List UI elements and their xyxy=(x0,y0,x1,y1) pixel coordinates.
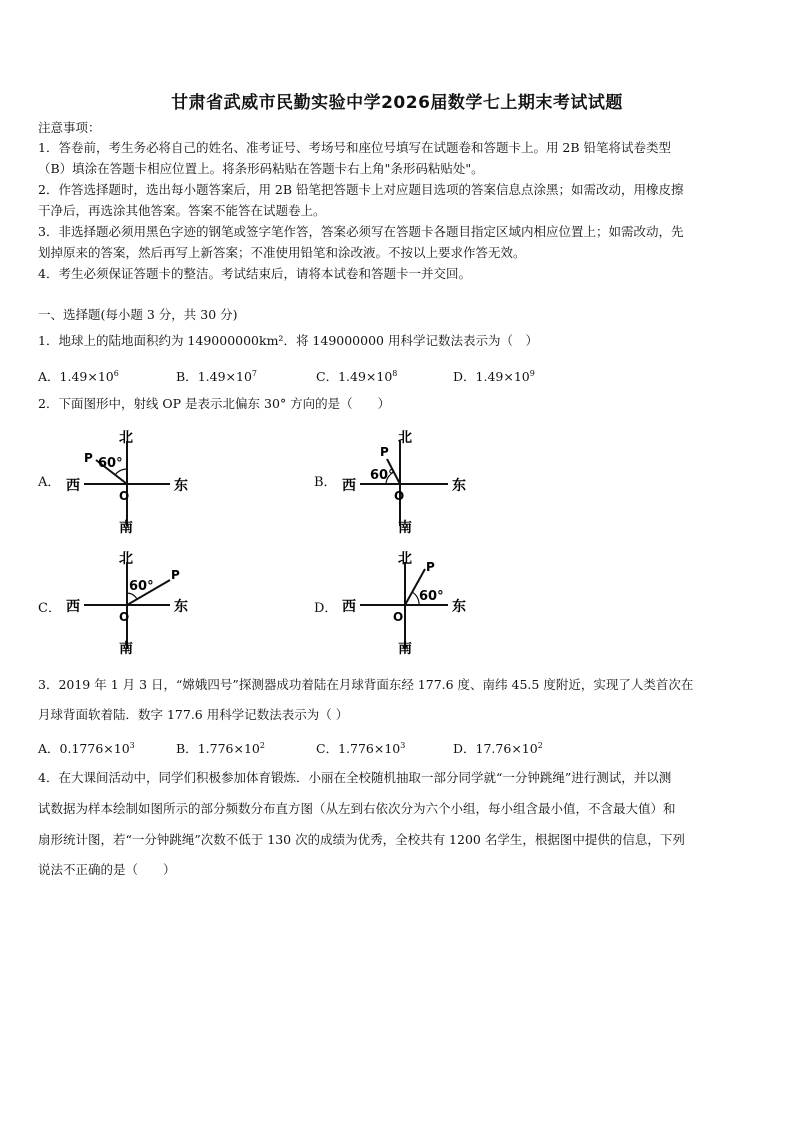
page-title: 甘肃省武威市民勤实验中学2026届数学七上期末考试试题 xyxy=(171,93,623,113)
notice-line: 划掉原来的答案，然后再写上新答案；不准使用铅笔和涂改液。不按以上要求作答无效。 xyxy=(38,245,526,260)
west-label: 西 xyxy=(342,478,356,494)
question-2-stem: 2．下面图形中，射线 OP 是表示北偏东 30° 方向的是（ ） xyxy=(38,396,391,411)
ray-label: P xyxy=(426,560,435,574)
south-label: 南 xyxy=(398,520,412,536)
east-label: 东 xyxy=(452,478,466,494)
q3-option-a[interactable]: A．$0.1776\times 10^3$ xyxy=(38,741,135,757)
question-3-stem: 月球背面软着陆．数字 177.6 用科学记数法表示为（ ） xyxy=(38,707,349,722)
notice-line: 1．答卷前，考生务必将自己的姓名、准考证号、考场号和座位号填写在试题卷和答题卡上。用 2B 铅笔将试卷类型 xyxy=(38,140,672,155)
question-4-stem: 4．在大课间活动中，同学们积极参加体育锻炼．小丽在全校随机抽取一部分同学就“一分钟跳绳”进行测试，并以测 xyxy=(38,770,672,785)
q2-option-d-label[interactable]: D． xyxy=(314,601,338,616)
q1-option-c[interactable]: C．$1.49\times 10^8$ xyxy=(316,369,398,385)
south-label: 南 xyxy=(398,641,412,657)
notice-line: 3．非选择题必须用黑色字迹的钢笔或签字笔作答，答案必须写在答题卡各题目指定区域内相应位置上；如需改动，先 xyxy=(38,224,684,239)
west-label: 西 xyxy=(66,599,80,615)
q2-option-a-diagram xyxy=(58,426,208,536)
notice-line: 4．考生必须保证答题卡的整洁。考试结束后，请将本试卷和答题卡一并交回。 xyxy=(38,266,471,281)
ray-label: P xyxy=(171,568,180,582)
notice-heading: 注意事项： xyxy=(38,120,101,135)
question-4-stem: 扇形统计图，若“一分钟跳绳”次数不低于 130 次的成绩为优秀，全校共有 1200 名学生，根据图中提供的信息，下列 xyxy=(38,832,685,847)
q1-option-a[interactable]: A．$1.49\times 10^6$ xyxy=(38,369,119,385)
west-label: 西 xyxy=(342,599,356,615)
q2-option-a-label[interactable]: A． xyxy=(38,475,61,490)
north-label: 北 xyxy=(398,551,412,567)
notice-line: 干净后，再选涂其他答案。答案不能答在试题卷上。 xyxy=(38,203,326,218)
q3-option-b[interactable]: B．$1.776\times 10^2$ xyxy=(176,741,265,757)
origin-label: O xyxy=(393,610,404,624)
question-4-stem: 说法不正确的是（ ） xyxy=(38,862,176,877)
q1-option-b[interactable]: B．$1.49\times 10^7$ xyxy=(176,369,257,385)
q3-option-d[interactable]: D．$17.76\times 10^2$ xyxy=(453,741,543,757)
question-4-stem: 试数据为样本绘制如图所示的部分频数分布直方图（从左到右依次分为六个小组，每小组含最小值，不含最大值）和 xyxy=(38,801,676,816)
west-label: 西 xyxy=(66,478,80,494)
q2-option-b-diagram xyxy=(332,426,482,536)
east-label: 东 xyxy=(452,599,466,615)
question-3-stem: 3．2019 年 1 月 3 日，“嫦娥四号”探测器成功着陆在月球背面东经 177.6 度、南纬 45.5 度附近，实现了人类首次在 xyxy=(38,677,694,692)
notice-line: 2．作答选择题时，选出每小题答案后，用 2B 铅笔把答题卡上对应题目选项的答案信息点涂黑；如需改动，用橡皮擦 xyxy=(38,182,684,197)
origin-label: O xyxy=(394,489,405,503)
ray-label: P xyxy=(380,445,389,459)
south-label: 南 xyxy=(119,641,133,657)
q2-option-d-diagram xyxy=(332,549,482,659)
ray-label: P xyxy=(84,451,93,465)
q2-option-b-label[interactable]: B． xyxy=(314,475,337,490)
q2-option-c-label[interactable]: C． xyxy=(38,601,61,616)
question-1-stem: 1．地球上的陆地面积约为 149000000km²．将 149000000 用科学记数法表示为（ ） xyxy=(38,333,538,348)
angle-label: 60° xyxy=(419,589,444,604)
angle-label: 60° xyxy=(129,579,154,594)
north-label: 北 xyxy=(119,551,133,567)
angle-label: 60° xyxy=(98,456,123,471)
east-label: 东 xyxy=(174,478,188,494)
origin-label: O xyxy=(119,610,130,624)
east-label: 东 xyxy=(174,599,188,615)
notice-line: （B）填涂在答题卡相应位置上。将条形码粘贴在答题卡右上角"条形码粘贴处"。 xyxy=(38,161,484,176)
north-label: 北 xyxy=(398,430,412,446)
q2-option-c-diagram xyxy=(58,549,208,659)
south-label: 南 xyxy=(119,520,133,536)
section-heading: 一、选择题(每小题 3 分，共 30 分) xyxy=(38,307,238,322)
q1-option-d[interactable]: D．$1.49\times 10^9$ xyxy=(453,369,535,385)
q3-option-c[interactable]: C．$1.776\times 10^3$ xyxy=(316,741,406,757)
angle-label: 60° xyxy=(370,468,395,483)
north-label: 北 xyxy=(119,430,133,446)
origin-label: O xyxy=(119,489,130,503)
